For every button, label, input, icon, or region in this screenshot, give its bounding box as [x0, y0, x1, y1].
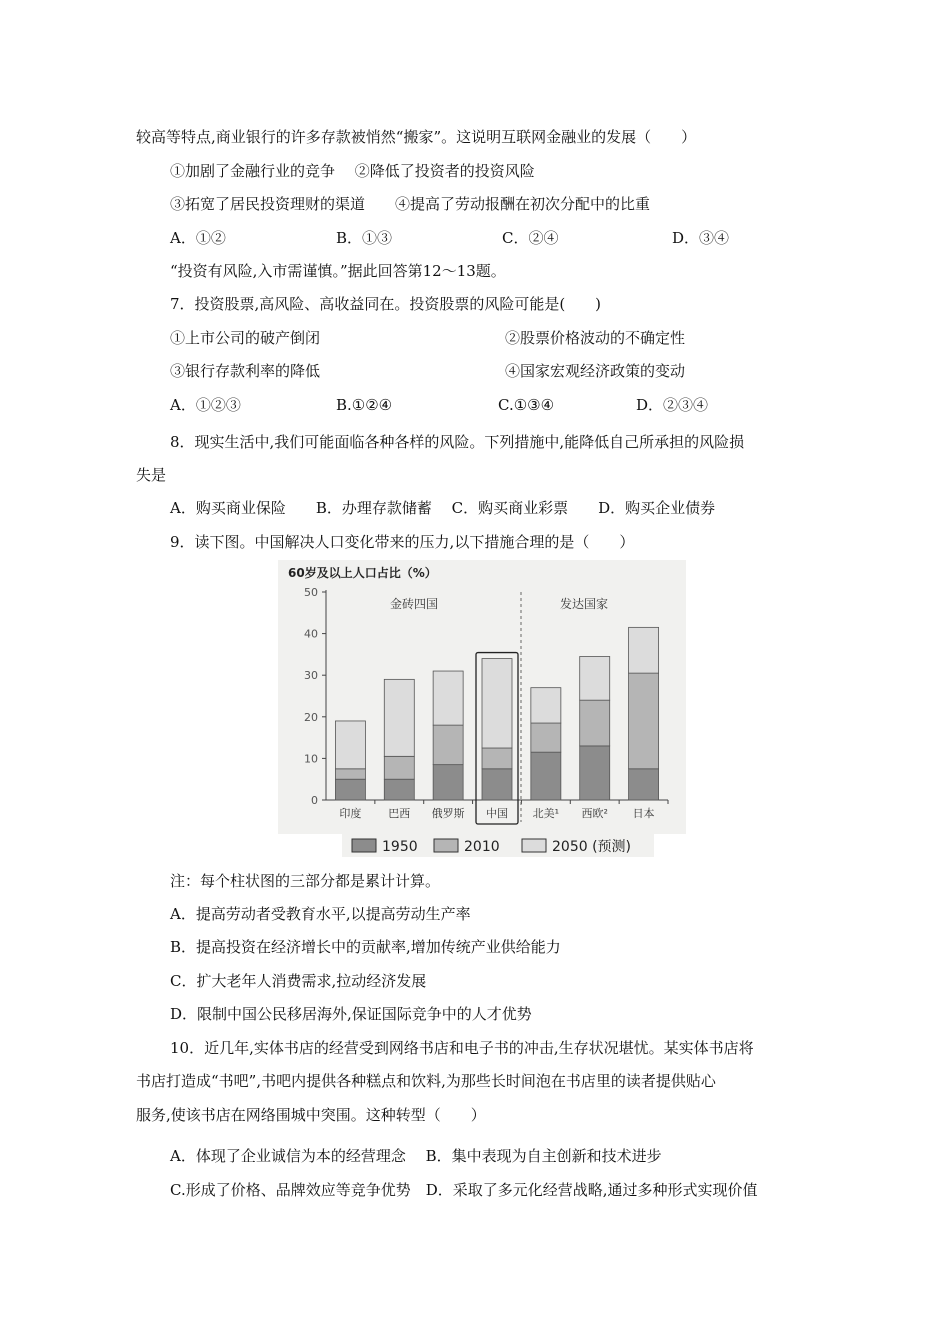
legend-label-2010: 2010	[464, 839, 500, 855]
bar-2010	[580, 700, 610, 746]
x-category-label: 日本	[632, 807, 655, 820]
choice-c: C．②④	[502, 229, 559, 247]
bar-1950	[482, 769, 512, 800]
bar-2050	[629, 627, 659, 673]
text-line: 服务,使该书店在网络围城中突围。这种转型（ ）	[136, 1106, 486, 1124]
bar-2050	[433, 671, 463, 725]
option-line: ①加剧了金融行业的竞争 ②降低了投资者的投资风险	[170, 162, 535, 180]
choice-d: D．限制中国公民移居海外,保证国际竞争中的人才优势	[170, 1005, 532, 1023]
legend-swatch-2050	[522, 839, 546, 852]
legend-label-2050: 2050 (预测)	[552, 839, 632, 855]
question-8: 8．现实生活中,我们可能面临各种各样的风险。下列措施中,能降低自己所承担的风险损	[170, 433, 745, 451]
x-category-label: 俄罗斯	[431, 807, 465, 820]
x-category-label: 西欧²	[581, 807, 608, 820]
bar-2010	[433, 725, 463, 765]
legend-label-1950: 1950	[382, 839, 418, 855]
y-tick-label: 0	[311, 794, 318, 807]
bar-1950	[433, 765, 463, 800]
question-9: 9．读下图。中国解决人口变化带来的压力,以下措施合理的是（ ）	[170, 533, 635, 551]
bar-1950	[531, 752, 561, 800]
choice-a: A．提高劳动者受教育水平,以提高劳动生产率	[170, 905, 471, 923]
bar-2010	[629, 673, 659, 769]
choice-line: C.形成了价格、品牌效应等竞争优势 D．采取了多元化经营战略,通过多种形式实现价值	[170, 1181, 758, 1199]
option-line: ①上市公司的破产倒闭	[170, 329, 321, 347]
text-line: 书店打造成“书吧”,书吧内提供各种糕点和饮料,为那些长时间泡在书店里的读者提供贴心	[136, 1072, 716, 1090]
y-tick-label: 10	[304, 752, 318, 766]
bar-2010	[531, 723, 561, 752]
legend-swatch-2010	[434, 839, 458, 852]
x-category-label: 中国	[486, 807, 508, 820]
legend-swatch-1950	[352, 839, 376, 852]
bar-1950	[384, 779, 414, 800]
text-line: 较高等特点,商业银行的许多存款被悄然“搬家”。这说明互联网金融业的发展（ ）	[136, 128, 697, 146]
choice-b: B．提高投资在经济增长中的贡献率,增加传统产业供给能力	[170, 938, 561, 956]
option-line: ④国家宏观经济政策的变动	[505, 362, 686, 380]
bar-2050	[482, 659, 512, 748]
y-tick-label: 50	[304, 586, 318, 599]
choice-line: A．购买商业保险 B．办理存款储蓄 C．购买商业彩票 D．购买企业债券	[170, 499, 716, 517]
bar-2010	[384, 756, 414, 779]
bar-2050	[531, 688, 561, 723]
group-label-bric: 金砖四国	[390, 597, 439, 611]
y-tick-label: 20	[304, 710, 318, 724]
bar-2050	[580, 656, 610, 700]
choice-c: C.①③④	[498, 396, 555, 414]
population-aging-chart	[278, 560, 686, 857]
bar-1950	[629, 769, 659, 800]
group-label-developed: 发达国家	[560, 597, 609, 611]
x-category-label: 巴西	[388, 807, 411, 820]
choice-b: B．①③	[336, 229, 393, 247]
chart-title: 60岁及以上人口占比（%）	[288, 566, 437, 580]
bar-1950	[335, 779, 365, 800]
choice-d: D．②③④	[636, 396, 709, 414]
text-line: 失是	[136, 466, 167, 484]
bar-2010	[482, 748, 512, 769]
choice-line: A．体现了企业诚信为本的经营理念 B．集中表现为自主创新和技术进步	[170, 1147, 662, 1165]
y-tick-label: 40	[304, 627, 318, 641]
x-category-label: 北美¹	[532, 807, 560, 820]
x-category-label: 印度	[339, 807, 362, 820]
option-line: ③拓宽了居民投资理财的渠道 ④提高了劳动报酬在初次分配中的比重	[170, 195, 651, 213]
option-line: ②股票价格波动的不确定性	[505, 329, 686, 347]
choice-a: A．①②③	[170, 396, 241, 414]
bar-2050	[384, 679, 414, 756]
choice-a: A．①②	[170, 229, 226, 247]
choice-c: C．扩大老年人消费需求,拉动经济发展	[170, 972, 427, 990]
y-tick-label: 30	[304, 669, 318, 683]
option-line: ③银行存款利率的降低	[170, 362, 321, 380]
bar-2050	[335, 721, 365, 769]
text-line: “投资有风险,入市需谨慎。”据此回答第12～13题。	[170, 262, 506, 280]
question-10: 10．近几年,实体书店的经营受到网络书店和电子书的冲击,生存状况堪忧。某实体书店将	[170, 1039, 754, 1057]
question-7: 7．投资股票,高风险、高收益同在。投资股票的风险可能是( )	[170, 295, 602, 313]
choice-b: B.①②④	[336, 396, 393, 414]
choice-d: D．③④	[672, 229, 730, 247]
bar-2010	[335, 769, 365, 779]
chart-note: 注：每个柱状图的三部分都是累计计算。	[170, 872, 441, 890]
bar-1950	[580, 746, 610, 800]
